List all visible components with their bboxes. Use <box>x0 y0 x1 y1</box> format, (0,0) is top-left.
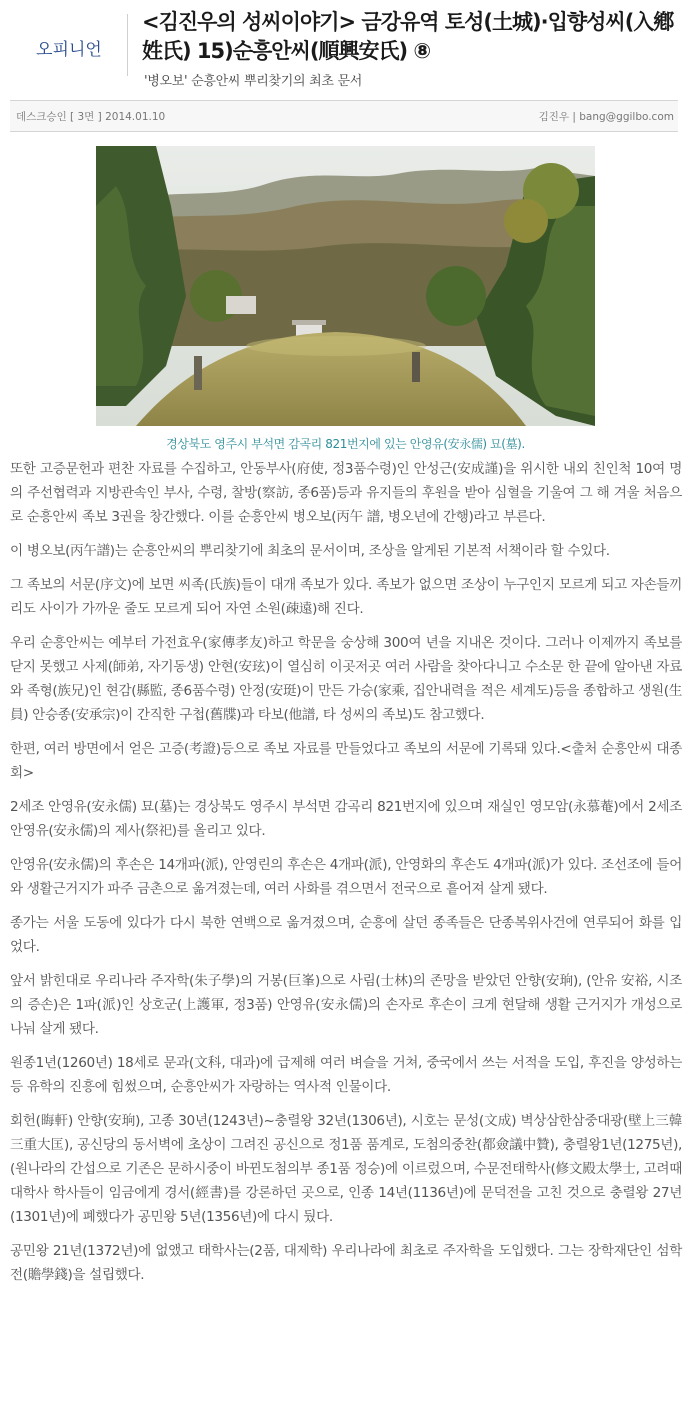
byline[interactable]: 김진우 | bang@ggilbo.com <box>538 111 674 123</box>
body-paragraph: 또한 고증문헌과 편찬 자료를 수집하고, 안동부사(府使, 정3품수령)인 안성근(安成謹)을 위시한 내외 친인척 10여 명의 주선협력과 지방관속인 부사, 수령, 찰방(察訪, 종6품)등과 유지들의 후원을 받아 심혈을 기울여 그 해 겨울 처음으로 순흥안씨 족보 3권을 창간했다. 이를 순흥안씨 병오보(丙午 譜, 병오년에 간행)라고 부른다. <box>10 461 682 525</box>
body-paragraph: 안영유(安永儒)의 후손은 14개파(派), 안영린의 후손은 4개파(派), 안영화의 후손도 4개파(派)가 있다. 조선조에 들어와 생활근거지가 파주 금촌으로 옮겨졌는데, 여러 사화를 겪으면서 전국으로 흩어져 살게 됐다. <box>10 857 682 897</box>
body-paragraph: 그 족보의 서문(序文)에 보면 씨족(氏族)들이 대개 족보가 있다. 족보가 없으면 조상이 누구인지 모르게 되고 자손들끼리도 사이가 가까운 줄도 모르게 되어 자연 소원(疎遠)해 진다. <box>10 577 682 617</box>
article-header <box>0 0 689 95</box>
tomb-landscape-image <box>96 146 595 426</box>
header-divider <box>127 14 128 76</box>
body-paragraph: 회헌(晦軒) 안향(安珦), 고종 30년(1243년)~충렬왕 32년(1306년), 시호는 문성(文成) 벽상삼한삼중대광(壁上三韓三重大匡), 공신당의 동서벽에 초상이 그려진 공신으로 정1품 품계로, 도첨의중찬(都僉議中贊), 충렬왕1년(1275년), (원나라의 간섭으로 기존은 문하시중이 바뀐도첨의부 종1품 정승)에 이르렀으며, 수문전태학사(修文殿太學士, 고려때 대학사 학사들이 임금에게 경서(經書)를 강론하던 곳으로, 인종 14년(1136년)에 문덕전을 고친 것으로 충렬왕 27년(1301년)에 폐했다가 공민왕 5년(1356년)에 다시 뒀다. <box>10 1113 682 1225</box>
article-body <box>10 457 682 1297</box>
body-paragraph: 이 병오보(丙午譜)는 순흥안씨의 뿌리찾기에 최초의 문서이며, 조상을 알게된 기본적 서책이라 할 수있다. <box>10 543 610 559</box>
desk-approval-info: 데스크승인 [ 3면 ] 2014.01.10 <box>16 111 166 123</box>
article-meta-bar <box>10 100 678 132</box>
body-paragraph: 한편, 여러 방면에서 얻은 고증(考證)등으로 족보 자료를 만들었다고 족보의 서문에 기록돼 있다.<출처 순흥안씨 대종회> <box>10 741 682 781</box>
body-paragraph: 2세조 안영유(安永儒) 묘(墓)는 경상북도 영주시 부석면 감곡리 821번지에 있으며 재실인 영모암(永慕菴)에서 2세조 안영유(安永儒)의 제사(祭祀)를 올리고 있다. <box>10 799 682 839</box>
body-paragraph: 공민왕 21년(1372년)에 없앴고 태학사는(2품, 대제학) 우리나라에 최초로 주자학을 도입했다. 그는 장학재단인 섬학전(贍學錢)을 설립했다. <box>10 1243 682 1283</box>
body-paragraph: 종가는 서울 도동에 있다가 다시 북한 연백으로 옮겨졌으며, 순흥에 살던 종족들은 단종복위사건에 연루되어 화를 입었다. <box>10 915 682 955</box>
body-paragraph: 원종1년(1260년) 18세로 문과(文科, 대과)에 급제해 여러 벼슬을 거쳐, 중국에서 쓰는 서적을 도입, 후진을 양성하는 등 유학의 진흥에 힘썼으며, 순흥안씨가 자랑하는 역사적 인물이다. <box>10 1055 682 1095</box>
photo-caption: 경상북도 영주시 부석면 감곡리 821번지에 있는 안영유(安永儒) 묘(墓). <box>166 437 525 451</box>
article-photo <box>96 146 595 426</box>
article-headline: <김진우의 성씨이야기> 금강유역 토성(土城)·입향성씨(入鄕姓氏) 15)순흥안씨(順興安氏) ⑧ <box>142 10 674 63</box>
body-paragraph: 앞서 밝힌대로 우리나라 주자학(朱子學)의 거봉(巨峯)으로 사림(士林)의 존망을 받았던 안향(安珦), (안유 安裕, 시조의 증손)은 1파(派)인 상호군(上護軍, 정3품) 안영유(安永儒)의 손자로 후손이 크게 현달해 생활 근거지가 개성으로 나눠 살게 됐다. <box>10 973 682 1037</box>
article-subhead: '병오보' 순흥안씨 뿌리찾기의 최초 문서 <box>144 74 363 89</box>
section-label[interactable]: 오피니언 <box>36 40 102 60</box>
body-paragraph: 우리 순흥안씨는 예부터 가전효우(家傳孝友)하고 학문을 숭상해 300여 년을 지내온 것이다. 그러나 이제까지 족보를 닫지 못했고 사제(師弟, 자기동생) 안현(安玹)이 열심히 이곳저곳 여러 사람을 찾아다니고 수소문 한 끝에 알아낸 자료와 족형(族兄)인 현감(縣監, 종6품수령) 안정(安珽)이 만든 가승(家乘, 집안내력을 적은 세계도)등을 종합하고 생원(生員) 안승종(安承宗)이 간직한 구첩(舊牒)과 타보(他譜, 타 성씨의 족보)도 참고했다. <box>10 635 682 723</box>
